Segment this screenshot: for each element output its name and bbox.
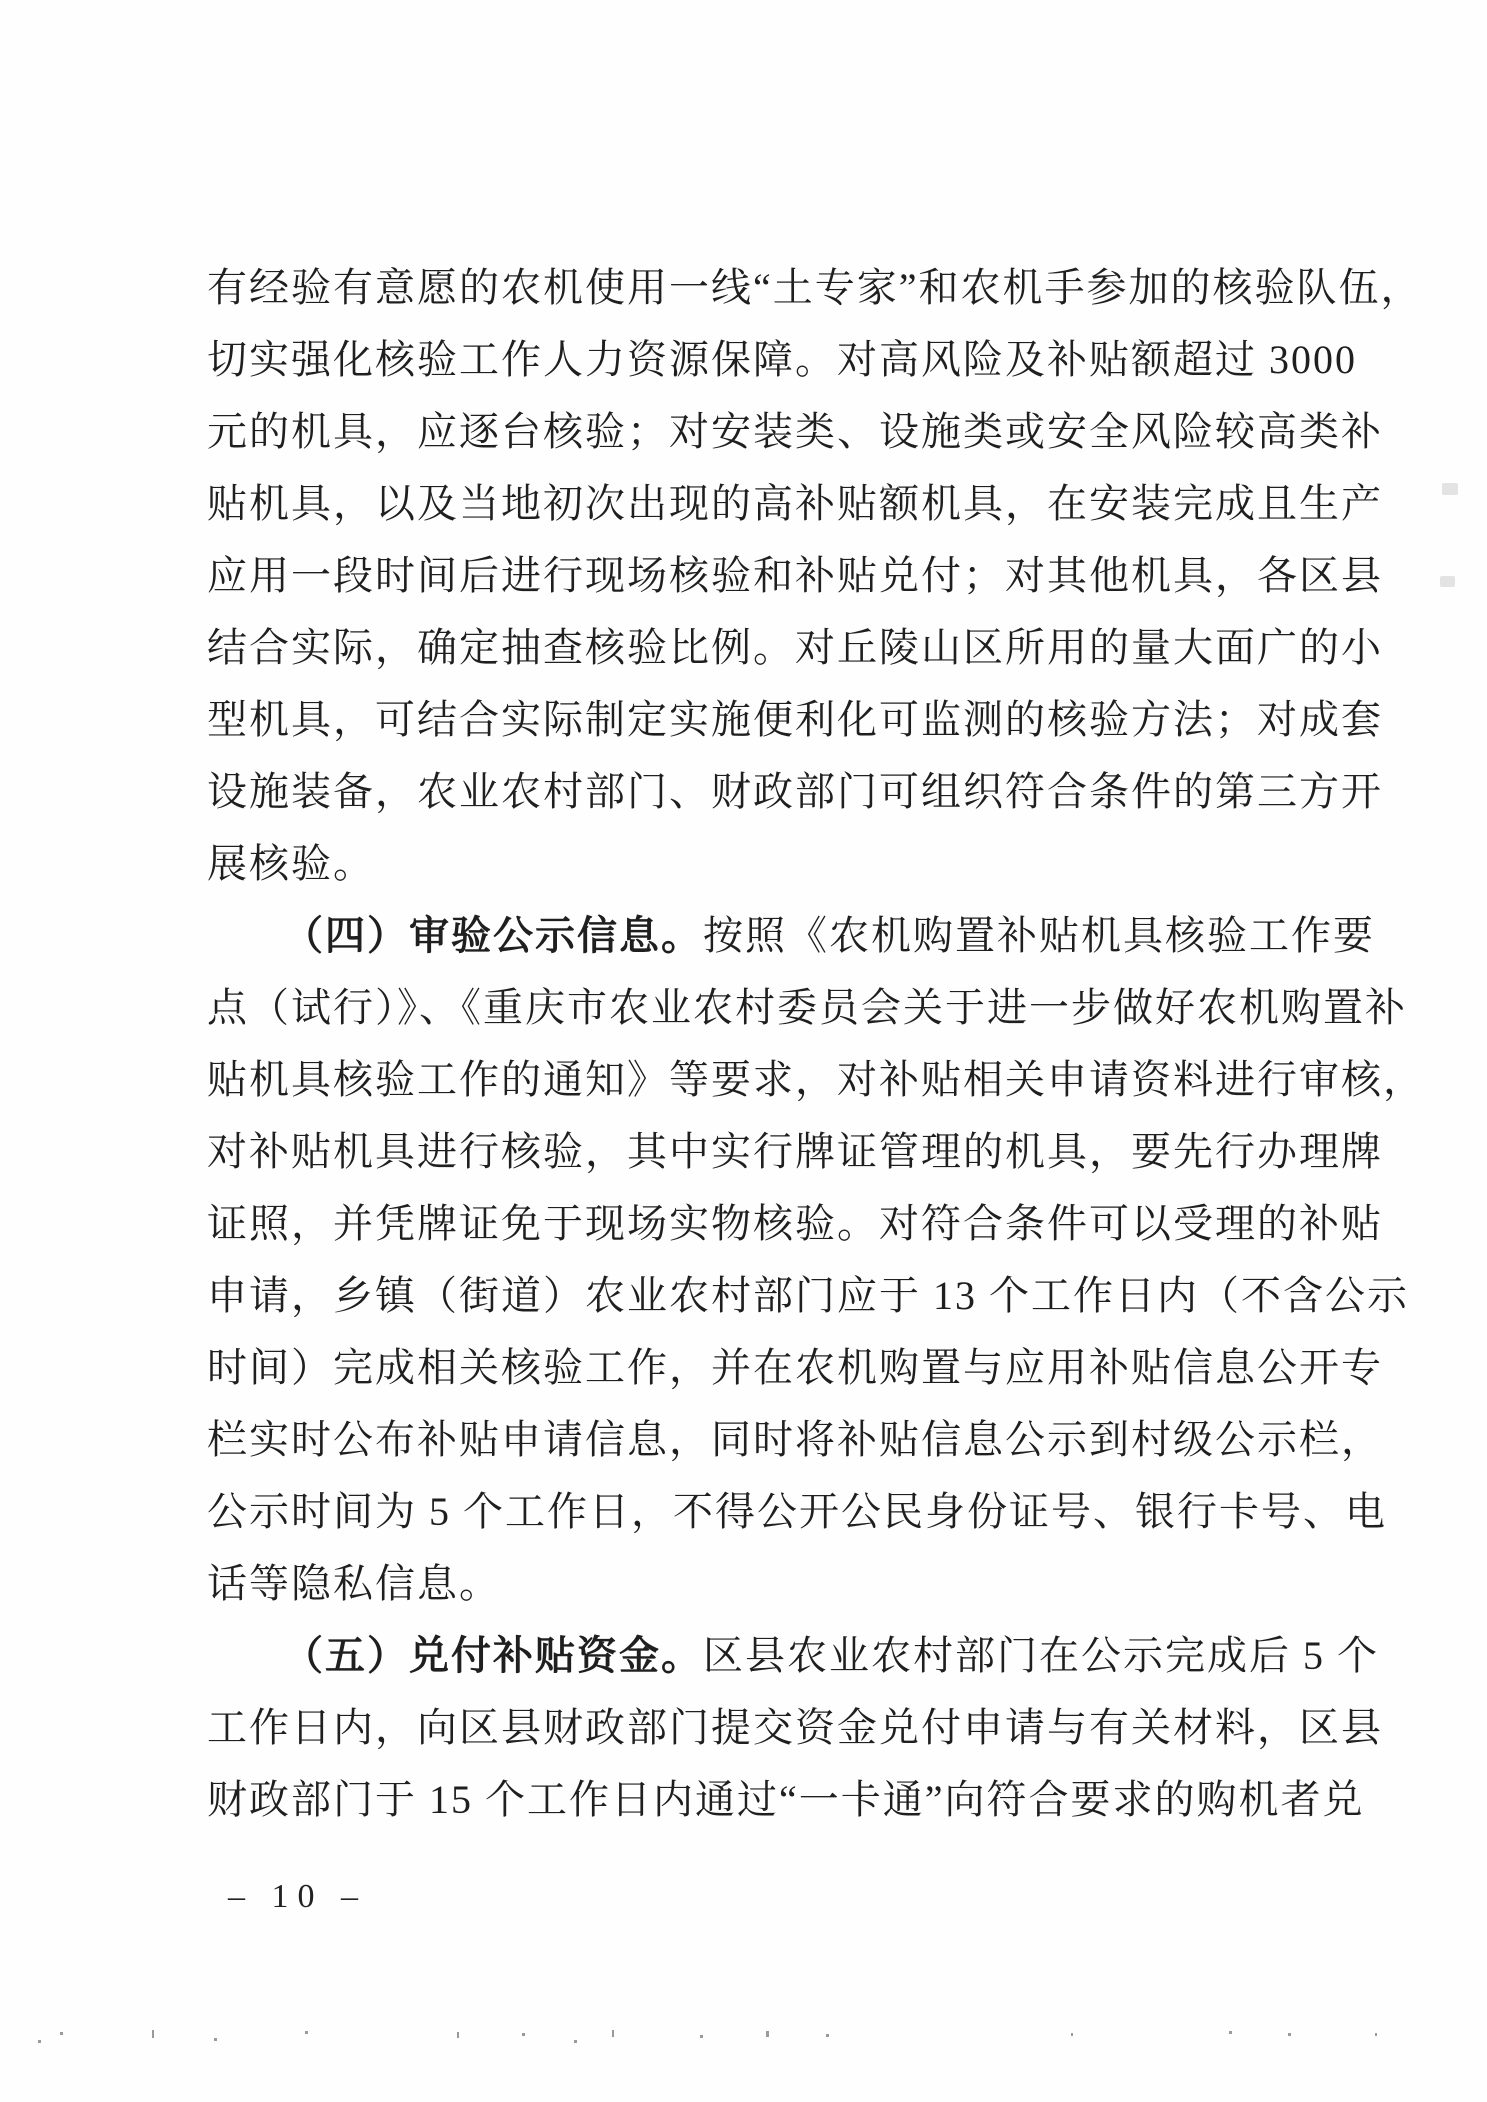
paragraph-heading: （五）兑付补贴资金。 [283,1633,703,1678]
scan-smudge [1442,483,1458,495]
text-line: 对补贴机具进行核验，其中实行牌证管理的机具，要先行办理牌 [207,1129,1383,1174]
text-line: 工作日内，向区县财政部门提交资金兑付申请与有关材料，区县 [207,1705,1383,1750]
text-line: 证照，并凭牌证免于现场实物核验。对符合条件可以受理的补贴 [207,1201,1383,1246]
text-line: 应用一段时间后进行现场核验和补贴兑付；对其他机具，各区县 [207,553,1383,598]
text-line: 展核验。 [207,841,375,886]
text-line: 型机具，可结合实际制定实施便利化可监测的核验方法；对成套 [207,697,1383,742]
scan-smudge [1440,576,1455,587]
text-line: 财政部门于 15 个工作日内通过“一卡通”向符合要求的购机者兑 [207,1777,1365,1822]
body-text [207,252,1425,1836]
text-line: 切实强化核验工作人力资源保障。对高风险及补贴额超过 3000 [207,337,1357,382]
text-line: 话等隐私信息。 [207,1561,501,1606]
text-line: （五）兑付补贴资金。区县农业农村部门在公示完成后 5 个 [283,1633,1379,1678]
page-number: – 10 – [228,1878,367,1915]
paragraph-heading: （四）审验公示信息。 [283,913,703,958]
text-line: 栏实时公布补贴申请信息，同时将补贴信息公示到村级公示栏， [207,1417,1383,1462]
text-line: 元的机具，应逐台核验；对安装类、设施类或安全风险较高类补 [207,409,1383,454]
text-line: 点（试行）》、《重庆市农业农村委员会关于进一步做好农机购置补 [207,985,1407,1030]
text-line: 贴机具，以及当地初次出现的高补贴额机具，在安装完成且生产 [207,481,1383,526]
text-line: 时间）完成相关核验工作，并在农机购置与应用补贴信息公开专 [207,1345,1383,1390]
text-line: （四）审验公示信息。按照《农机购置补贴机具核验工作要 [283,913,1375,958]
text-line: 有经验有意愿的农机使用一线“土专家”和农机手参加的核验队伍， [207,265,1423,310]
text-line: 设施装备，农业农村部门、财政部门可组织符合条件的第三方开 [207,769,1383,814]
text-line: 公示时间为 5 个工作日，不得公开公民身份证号、银行卡号、电 [207,1489,1387,1534]
text-line: 申请，乡镇（街道）农业农村部门应于 13 个工作日内（不含公示 [207,1273,1409,1318]
text-line: 贴机具核验工作的通知》等要求，对补贴相关申请资料进行审核， [207,1057,1425,1102]
text-line: 结合实际，确定抽查核验比例。对丘陵山区所用的量大面广的小 [207,625,1383,670]
